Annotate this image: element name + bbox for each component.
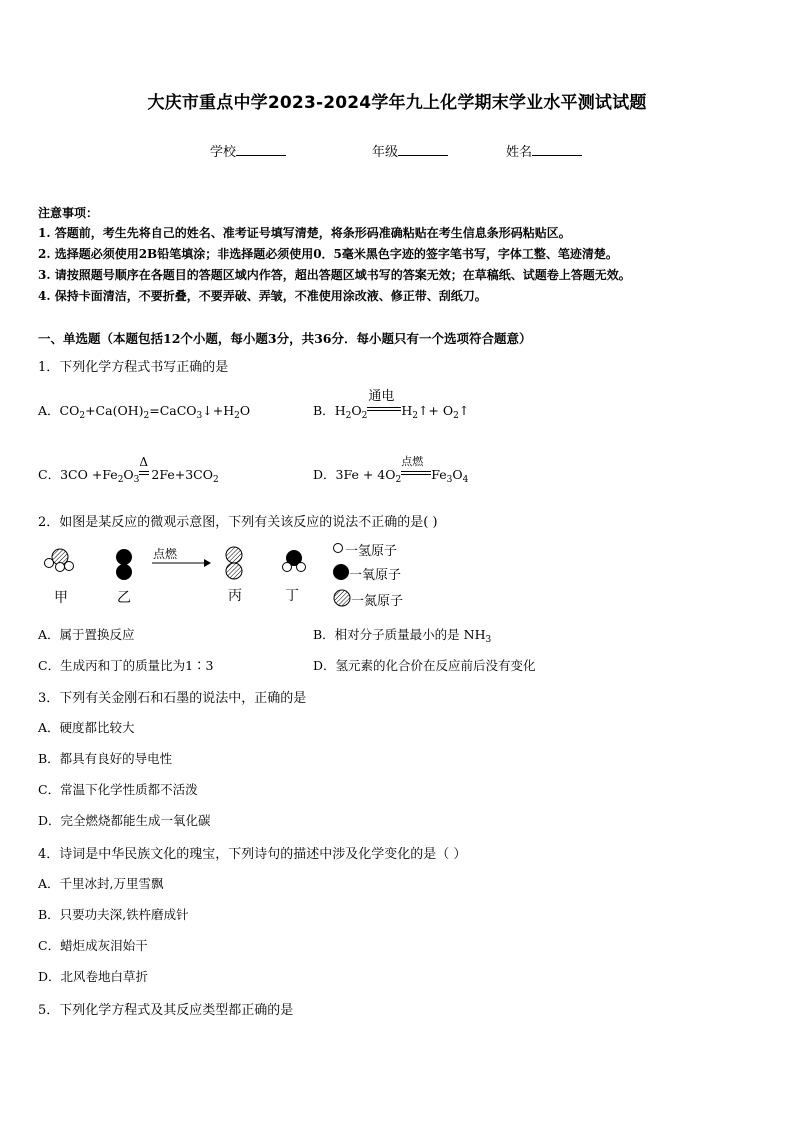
notice-item: 2. 选择题必须使用2B铅笔填涂；非选择题必须使用0．5毫米黑色字迹的签字笔书写，字体工整、笔迹清楚。	[38, 247, 618, 261]
name-field	[506, 141, 582, 160]
q3-option-b: B．都具有良好的导电性	[38, 751, 173, 766]
notice-item: 3. 请按照题号顺序在各题目的答题区域内作答，超出答题区域书写的答案无效；在草稿纸、试题卷上答题无效。	[38, 268, 631, 282]
legend-oxygen-icon	[333, 564, 349, 580]
grade-field	[372, 141, 448, 160]
q1-option-b: B．$H_2O_2$ 通电 $H_2↑+$ $O_2↑$	[313, 401, 469, 419]
reaction-condition-equals	[401, 455, 431, 479]
question-3-stem: 3．下列有关金刚石和石墨的说法中，正确的是	[38, 691, 307, 706]
label-jia: 甲	[54, 590, 68, 606]
label-ding: 丁	[285, 588, 299, 604]
legend-hydrogen-icon	[334, 544, 343, 553]
legend-hydrogen: 一氢原子	[345, 544, 398, 559]
label-bing: 丙	[228, 588, 242, 604]
school-blank	[236, 143, 286, 156]
legend-nitrogen-icon	[334, 590, 350, 606]
q3-option-c: C．常温下化学性质都不活泼	[38, 782, 198, 797]
question-5-stem: 5．下列化学方程式及其反应类型都正确的是	[38, 1003, 294, 1018]
heat-symbol: Δ	[139, 455, 149, 469]
q4-option-c: C．蜡炬成灰泪始干	[38, 938, 148, 953]
question-4-stem: 4．诗词是中华民族文化的瑰宝，下列诗句的描述中涉及化学变化的是（ ）	[38, 847, 467, 862]
grade-label: 年级	[372, 145, 399, 160]
option-prefix: D．	[313, 467, 336, 482]
condition-label: 通电	[368, 389, 395, 404]
q4-option-a: A．千里冰封,万里雪飘	[38, 876, 164, 891]
reaction-condition-equals	[139, 455, 151, 479]
question-2-stem: 2．如图是某反应的微观示意图，下列有关该反应的说法不正确的是( )	[38, 515, 438, 530]
school-label: 学校	[210, 145, 237, 160]
reaction-condition-equals	[367, 389, 401, 415]
arrow-condition-label: 点燃	[153, 547, 178, 561]
q2-option-b: B．相对分子质量最小的是 $NH_3$	[313, 627, 492, 645]
molecule-yi-icon	[116, 549, 132, 580]
condition-label: 点燃	[401, 455, 424, 468]
school-field	[210, 141, 286, 160]
molecule-ding-icon	[283, 550, 306, 572]
page-title: 大庆市重点中学2023-2024学年九上化学期末学业水平测试试题	[147, 93, 647, 113]
q2-option-c: C．生成丙和丁的质量比为1∶3	[38, 658, 214, 673]
q1-option-a: A．$CO_2+Ca(OH)_2=CaCO_3↓+H_2O$	[38, 403, 251, 421]
q4-option-b: B．只要功夫深,铁杵磨成针	[38, 907, 189, 922]
q1-option-d: D．$3Fe + 4O_2$ 点燃 $Fe_3O_4$	[313, 455, 469, 485]
option-text: B．相对分子质量最小的是	[313, 627, 460, 642]
option-prefix: B．	[313, 403, 335, 418]
notice-heading: 注意事项：	[38, 206, 99, 220]
legend-nitrogen: 一氮原子	[351, 594, 404, 609]
notice-item: 1. 答题前，考生先将自己的姓名、准考证号填写清楚，将条形码准确粘贴在考生信息条形码粘贴区。	[38, 226, 571, 240]
label-yi: 乙	[117, 590, 131, 606]
grade-blank	[398, 143, 448, 156]
q2-option-d: D．氢元素的化合价在反应前后没有变化	[313, 658, 536, 673]
question-1-stem: 1．下列化学方程式书写正确的是	[38, 360, 229, 375]
q3-option-a: A．硬度都比较大	[38, 720, 135, 735]
option-prefix: C．	[38, 467, 61, 482]
option-prefix: A．	[38, 403, 60, 418]
name-label: 姓名	[506, 145, 533, 160]
q4-option-d: D．北风卷地白草折	[38, 969, 149, 984]
molecule-bing-icon	[226, 547, 242, 579]
legend-oxygen: 一氧原子	[349, 568, 402, 583]
molecule-jia-icon	[45, 549, 74, 572]
q2-option-a: A．属于置换反应	[38, 627, 135, 642]
notice-item: 4. 保持卡面清洁，不要折叠，不要弄破、弄皱，不准使用涂改液、修正带、刮纸刀。	[38, 289, 487, 303]
q1-option-c: C．$3CO +Fe_2O_3$ Δ $2Fe+3CO_2$	[38, 455, 219, 485]
section-heading: 一、单选题（本题包括12个小题，每小题3分，共36分．每小题只有一个选项符合题意）	[38, 331, 532, 346]
name-blank	[532, 143, 582, 156]
q3-option-d: D．完全燃烧都能生成一氧化碳	[38, 813, 211, 828]
